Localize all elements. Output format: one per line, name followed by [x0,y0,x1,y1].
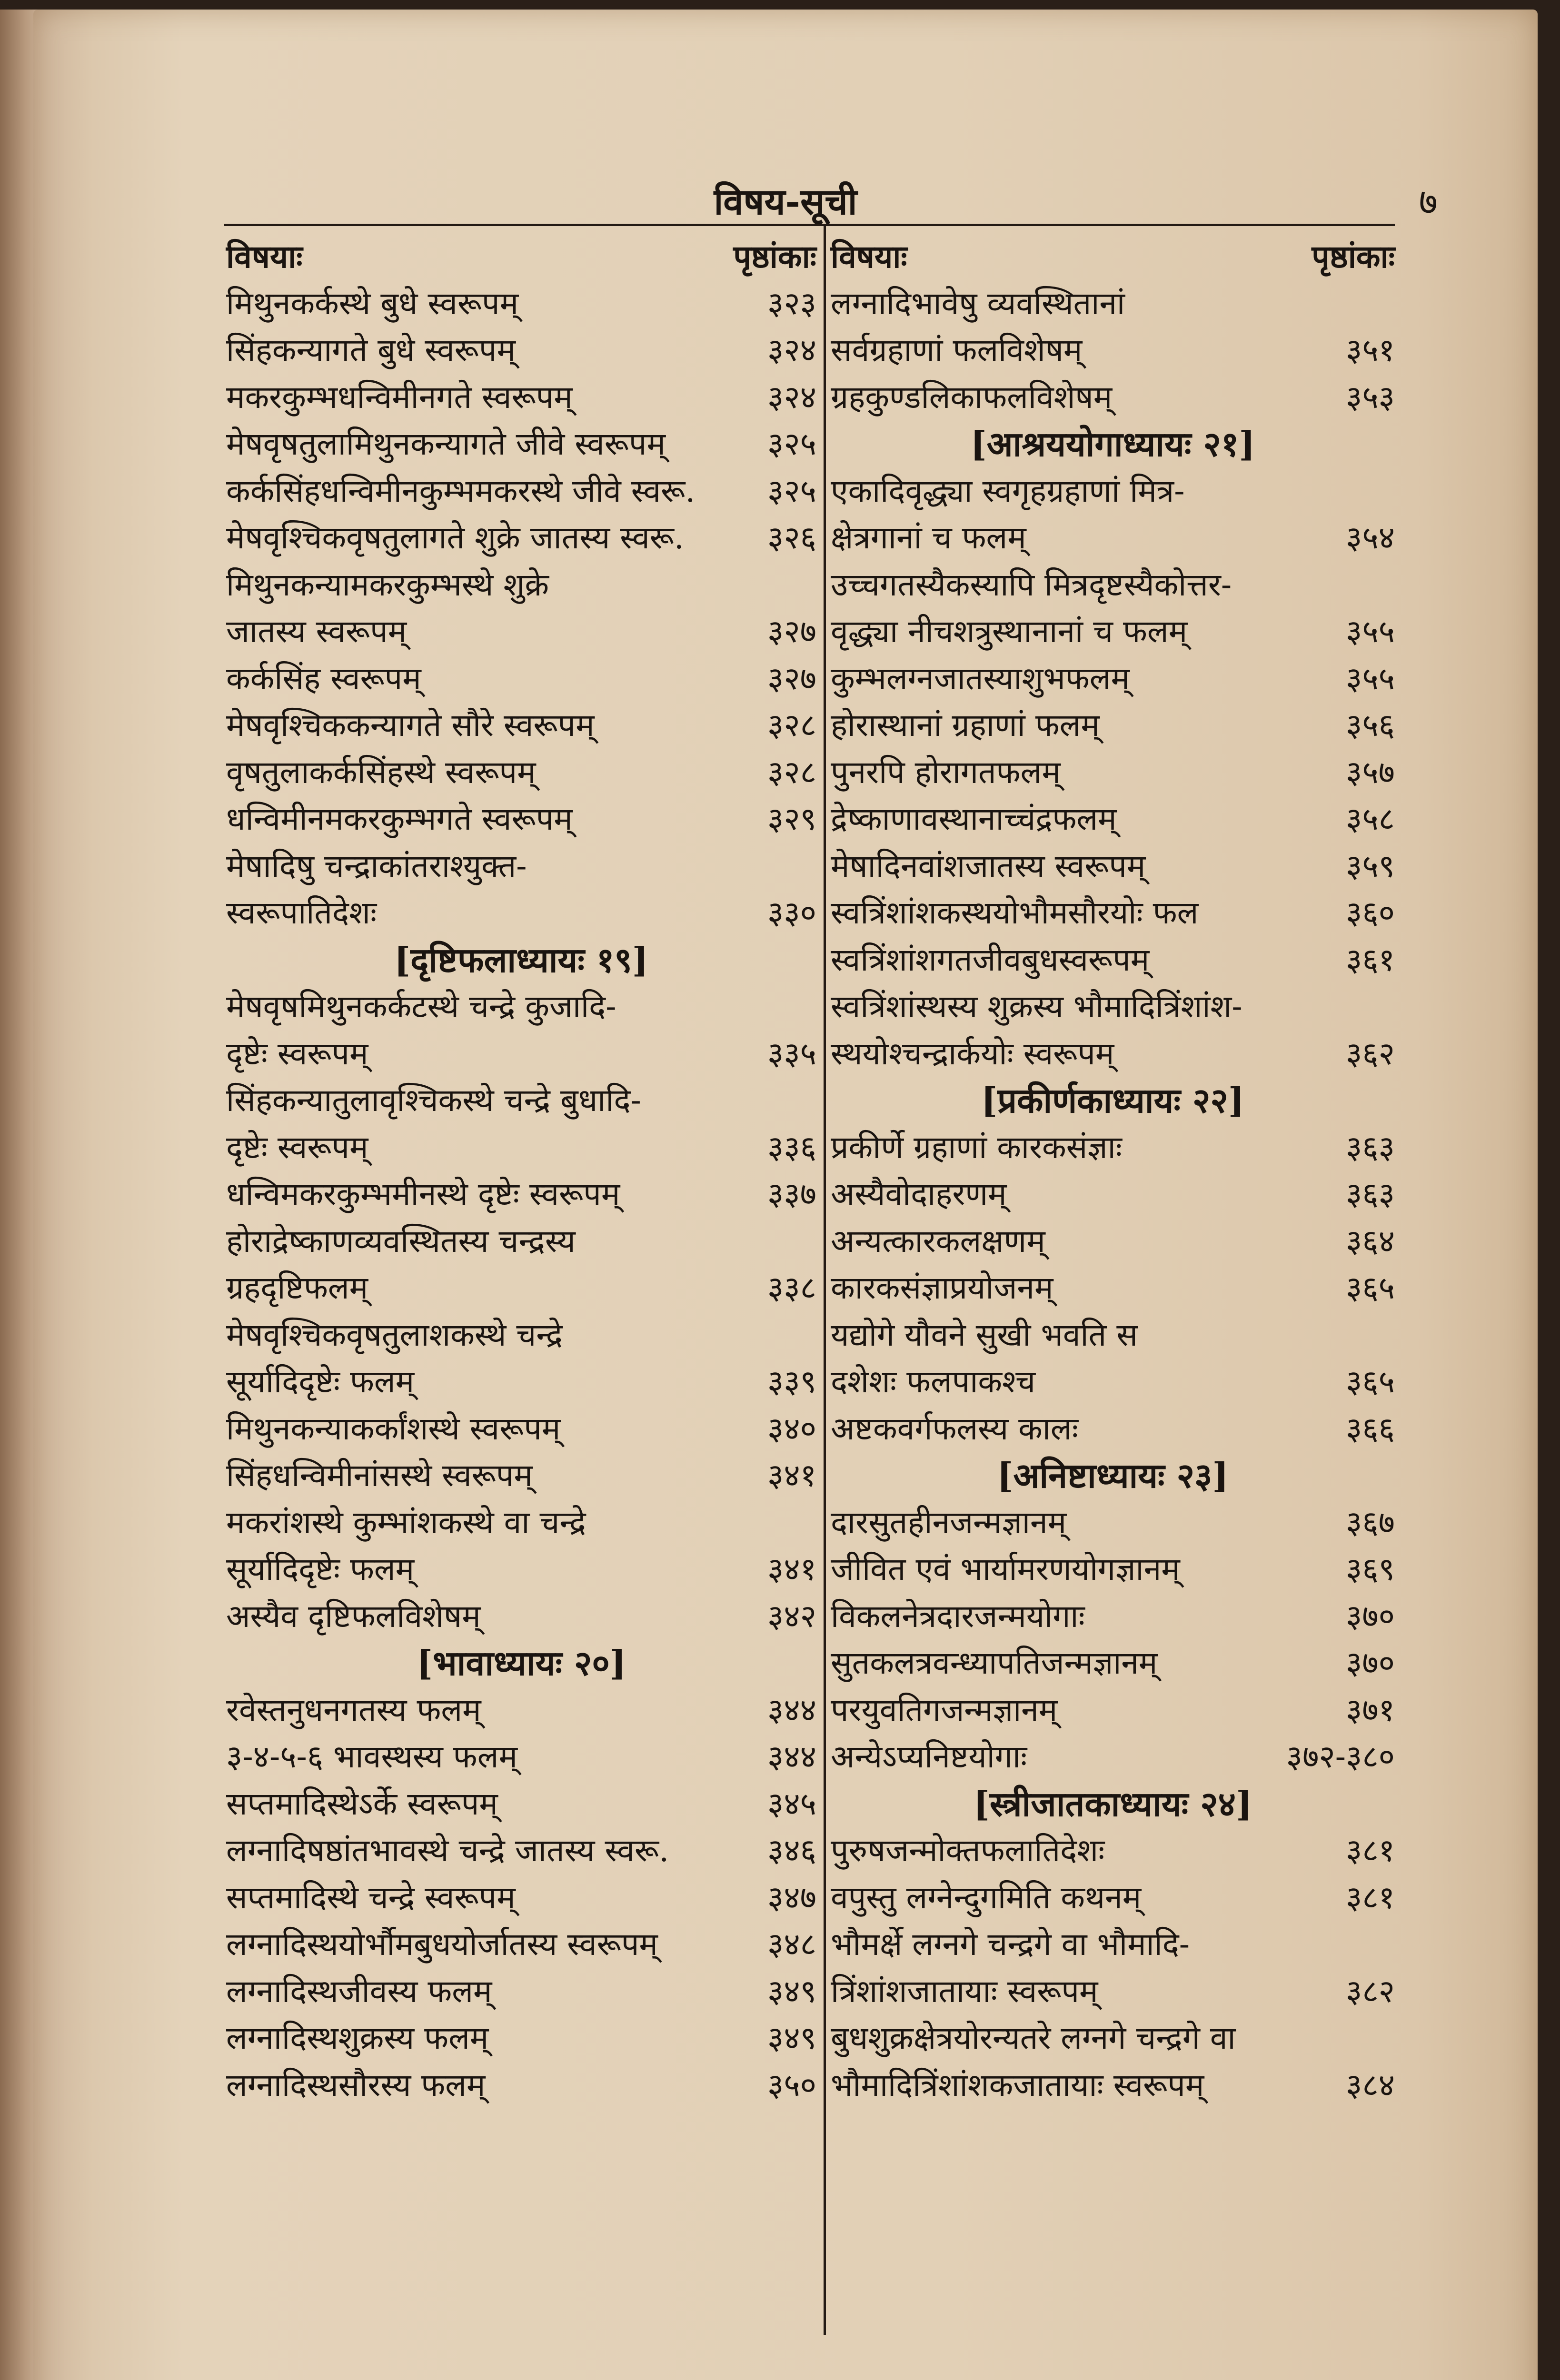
entry-title: सुतकलत्रवन्ध्यापतिजन्मज्ञानम् [831,1645,1158,1681]
entry-title: वृद्ध्या नीचशत्रुस्थानानां च फलम् [831,613,1188,650]
entry-title: कुम्भलग्नजातस्याशुभफलम् [831,660,1130,697]
toc-entry [226,1874,816,1922]
entry-title: मेषवृश्चिकवृषतुलागते शुक्रे जातस्य स्वरू. [226,519,684,556]
entry-title: बुधशुक्रक्षेत्रयोरन्यतरे लग्नगे चन्द्रगे वा [831,2020,1236,2056]
entry-title: कर्कसिंह स्वरूपम् [226,660,421,697]
entry-title: स्वत्रिंशांस्थस्य शुक्रस्य भौमादित्रिंशांश- [831,988,1242,1025]
entry-title: अन्येऽप्यनिष्टयोगाः [831,1738,1027,1775]
entry-title: ग्रहकुण्डलिकाफलविशेषम् [831,378,1113,416]
toc-entry [831,1640,1395,1687]
entry-title: अस्यैव दृष्टिफलविशेषम् [226,1597,481,1635]
entry-page-number: ३२८ [767,707,816,744]
toc-entry [226,421,816,468]
toc-entry [831,1546,1395,1593]
entry-title: मिथुनकर्कस्थे बुधे स्वरूपम् [226,285,519,322]
toc-entry [831,608,1395,655]
entry-page-number: ३६३ [1346,1176,1395,1212]
entry-title: दृष्टेः स्वरूपम् [226,1129,368,1166]
toc-entry [226,1265,816,1312]
page-header-label: पृष्ठांकाः [733,238,816,275]
entry-page-number: ३४५ [767,1785,816,1822]
toc-entry [831,1968,1395,2015]
entry-title: सप्तमादिस्थेऽर्के स्वरूपम् [226,1785,498,1822]
entry-title: मेषादिषु चन्द्राकांतराश्युक्त- [226,847,527,884]
entry-title: मेषवृषमिथुनकर्कटस्थे चन्द्रे कुजादि- [226,988,616,1025]
entry-page-number: ३४० [767,1410,816,1447]
toc-entry [831,1687,1395,1734]
toc-entry [831,2015,1395,2062]
entry-page-number: ३६४ [1346,1222,1395,1259]
entry-page-number: ३२४ [767,378,816,416]
entry-title: उच्चगतस्यैकस्यापि मित्रदृष्टस्यैकोत्तर- [831,566,1232,603]
entry-page-number: ३६५ [1346,1363,1395,1400]
entry-title: जीवित एवं भार्यामरणयोगज्ञानम् [831,1551,1180,1587]
entry-title: दशेशः फलपाकश्च [831,1363,1035,1400]
entry-page-number: ३४४ [767,1691,816,1728]
header-rule [224,224,1395,226]
entry-title: ३-४-५-६ भावस्थस्य फलम् [226,1738,517,1775]
entry-page-number: ३३६ [767,1129,816,1166]
subject-header: विषयाः [226,238,303,275]
entry-page-number: ३५५ [1346,613,1395,650]
entry-page-number: ३४६ [767,1832,816,1869]
toc-entry [226,1546,816,1593]
toc-entry [226,796,816,843]
entry-page-number: ३६१ [1346,941,1395,978]
toc-entry [226,983,816,1031]
toc-entry [226,515,816,562]
toc-entry [226,1077,816,1124]
entry-title: लग्नादिस्थशुक्रस्य फलम् [226,2020,489,2056]
toc-entry [226,890,816,937]
entry-title: कर्कसिंहधन्विमीनकुम्भमकरस्थे जीवे स्वरू. [226,472,696,509]
toc-entry [226,1827,816,1874]
entry-page-number: ३४९ [767,2020,816,2056]
toc-entry [831,2062,1395,2109]
toc-entry [831,1124,1395,1171]
entry-page-number: ३८१ [1346,1879,1395,1916]
entry-title: अन्यत्कारकलक्षणम् [831,1222,1045,1259]
entry-title: [प्रकीर्णकाध्यायः २२] [981,1080,1244,1121]
entry-page-number: ३४१ [767,1457,816,1494]
toc-entry [831,515,1395,562]
page-header [33,171,1538,224]
toc-entry [831,468,1395,515]
entry-title: [दृष्टिफलाध्यायः १९] [394,939,648,980]
entry-title: मिथुनकन्यामकरकुम्भस्थे शुक्रे [226,566,549,603]
toc-entry [226,1781,816,1828]
entry-title: [आश्रययोगाध्यायः २१] [970,424,1255,464]
toc-entry [831,1406,1395,1453]
toc-entry [226,1031,816,1078]
entry-title: ग्रहदृष्टिफलम् [226,1269,368,1306]
entry-page-number: ३३० [767,894,816,931]
entry-title: स्वत्रिंशांशगतजीवबुधस्वरूपम् [831,941,1150,978]
entry-title: लग्नादिषष्ठांतभावस्थे चन्द्रे जातस्य स्वरू. [226,1832,669,1869]
entry-page-number: ३२९ [767,801,816,837]
toc-entry [831,327,1395,374]
toc-entry [226,1171,816,1218]
entry-title: मिथुनकन्याकर्कांशस्थे स्वरूपम् [226,1410,561,1447]
entry-page-number: ३२८ [767,754,816,791]
toc-entry [831,1171,1395,1218]
toc-entry [831,796,1395,843]
toc-entry [226,655,816,703]
entry-title: क्षेत्रगानां च फलम् [831,519,1026,556]
toc-entry [831,374,1395,421]
entry-page-number: ३५७ [1346,754,1395,791]
entry-page-number: ३६७ [1346,1504,1395,1541]
entry-title: मेषादिनवांशजातस्य स्वरूपम् [831,847,1146,884]
entry-page-number: ३७० [1346,1597,1395,1635]
entry-page-number: ३६६ [1346,1410,1395,1447]
chapter-heading [831,421,1395,468]
column-header [226,233,816,280]
entry-title: लग्नादिस्थयोर्भौमबुधयोर्जातस्य स्वरूपम् [226,1926,658,1963]
toc-entry [831,1312,1395,1359]
toc-entry [831,1734,1395,1781]
chapter-heading [831,1781,1395,1828]
entry-page-number: ३३५ [767,1035,816,1072]
entry-page-number: ३४९ [767,1973,816,2010]
entry-title: स्वत्रिंशांशकस्थयोभौमसौरयोः फल [831,894,1199,931]
page-number: ७ [1419,180,1438,223]
entry-page-number: ३६५ [1346,1269,1395,1306]
entry-page-number: ३२५ [767,472,816,509]
entry-page-number: ३८१ [1346,1832,1395,1869]
entry-title: लग्नादिस्थजीवस्य फलम् [226,1973,492,2010]
entry-page-number: ३२७ [767,660,816,697]
toc-entry [226,1218,816,1265]
entry-title: धन्विमीनमकरकुम्भगते स्वरूपम् [226,801,573,837]
entry-title: मकरकुम्भधन्विमीनगते स्वरूपम् [226,378,573,416]
entry-title: रवेस्तनुधनगतस्य फलम् [226,1691,481,1728]
entry-title: [अनिष्टाध्यायः २३] [997,1455,1229,1496]
toc-entry [226,608,816,655]
entry-page-number: ३५६ [1346,707,1395,744]
toc-entry [831,1218,1395,1265]
toc-entry [831,749,1395,796]
chapter-heading [226,1640,816,1687]
subject-header: विषयाः [831,238,907,275]
toc-entry [831,1265,1395,1312]
entry-title: धन्विमकरकुम्भमीनस्थे दृष्टेः स्वरूपम् [226,1176,620,1212]
toc-entry [831,1359,1395,1406]
toc-entry [831,1874,1395,1922]
toc-entry [226,562,816,609]
toc-entry [226,374,816,421]
toc-entry [831,702,1395,749]
entry-page-number: ३६० [1346,894,1395,931]
toc-entry [226,1406,816,1453]
entry-page-number: ३२५ [767,426,816,462]
page-title: विषय-सूची [714,180,857,223]
entry-title: परयुवतिगजन्मज्ञानम् [831,1691,1058,1728]
entry-title: दृष्टेः स्वरूपम् [226,1035,368,1072]
entry-title: लग्नादिस्थसौरस्य फलम् [226,2066,486,2103]
toc-entry [226,2062,816,2109]
toc-entry [226,1687,816,1734]
entry-title: पुरुषजन्मोक्तफलातिदेशः [831,1832,1105,1869]
toc-entry [831,1499,1395,1547]
toc-entry [226,749,816,796]
entry-title: स्थयोश्चन्द्रार्कयोः स्वरूपम् [831,1035,1114,1072]
entry-page-number: ३३७ [767,1176,816,1212]
entry-title: यद्योगे यौवने सुखी भवति स [831,1316,1138,1353]
entry-title: मेषवृश्चिककन्यागते सौरे स्वरूपम् [226,707,595,744]
entry-page-number: ३८२ [1346,1973,1395,2010]
toc-entry [226,702,816,749]
entry-title: होराद्रेष्काणव्यवस्थितस्य चन्द्रस्य [226,1222,576,1259]
entry-title: सूर्यादिदृष्टेः फलम् [226,1363,415,1400]
entry-title: पुनरपि होरागतफलम् [831,754,1061,791]
entry-title: वृषतुलाकर्कसिंहस्थे स्वरूपम् [226,754,536,791]
entry-page-number: ३८४ [1346,2066,1395,2103]
toc-entry [831,843,1395,890]
toc-entry [831,1593,1395,1640]
toc-entry [831,1827,1395,1874]
toc-entry [226,1359,816,1406]
entry-page-number: ३५९ [1346,847,1395,884]
entry-title: सिंहकन्यातुलावृश्चिकस्थे चन्द्रे बुधादि- [226,1082,641,1119]
toc-entry [226,1593,816,1640]
entry-title: अस्यैवोदाहरणम् [831,1176,1007,1212]
entry-page-number: ३५८ [1346,801,1395,837]
toc-entry [831,1031,1395,1078]
entry-page-number: ३७१ [1346,1691,1395,1728]
toc-entry [226,1499,816,1547]
entry-page-number: ३३८ [767,1269,816,1306]
entry-page-number: ३७० [1346,1645,1395,1681]
entry-title: प्रकीर्णे ग्रहाणां कारकसंज्ञाः [831,1129,1123,1166]
entry-title: मेषवृश्चिकवृषतुलाशकस्थे चन्द्रे [226,1316,563,1353]
contents-column-left [226,233,816,2109]
entry-page-number: ३२४ [767,332,816,368]
chapter-heading [831,1452,1395,1499]
entry-title: सर्वग्रहाणां फलविशेषम् [831,332,1083,368]
entry-page-number: ३५५ [1346,660,1395,697]
entry-title: लग्नादिभावेषु व्यवस्थितानां [831,285,1125,322]
entry-page-number: ३५४ [1346,519,1395,556]
toc-entry [226,1921,816,1968]
entry-title: भौमर्क्षे लग्नगे चन्द्रगे वा भौमादि- [831,1926,1190,1963]
entry-page-number: ३५१ [1346,332,1395,368]
toc-entry [226,327,816,374]
toc-entry [226,843,816,890]
entry-title: वपुस्तु लग्नेन्दुगमिति कथनम् [831,1879,1142,1916]
entry-page-number: ३४२ [767,1597,816,1635]
toc-entry [226,1734,816,1781]
entry-page-number: ३५३ [1346,378,1395,416]
entry-page-number: ३६३ [1346,1129,1395,1166]
page-header-label: पृष्ठांकाः [1312,238,1395,275]
entry-page-number: ३७२-३८० [1286,1738,1395,1775]
entry-title: स्वरूपातिदेशः [226,894,377,931]
toc-entry [226,1452,816,1499]
entry-title: कारकसंज्ञाप्रयोजनम् [831,1269,1053,1306]
toc-entry [831,890,1395,937]
entry-title: सिंहधन्विमीनांसस्थे स्वरूपम् [226,1457,533,1494]
entry-page-number: ३२३ [767,285,816,322]
entry-page-number: ३३९ [767,1363,816,1400]
toc-entry [831,983,1395,1031]
column-header [831,233,1395,280]
toc-entry [226,1312,816,1359]
toc-entry [831,655,1395,703]
chapter-heading [831,1077,1395,1124]
entry-page-number: ३४८ [767,1926,816,1963]
entry-title: जातस्य स्वरूपम् [226,613,407,650]
toc-entry [226,1124,816,1171]
entry-title: सिंहकन्यागते बुधे स्वरूपम् [226,332,516,368]
chapter-heading [226,937,816,984]
entry-title: भौमादित्रिंशांशकजातायाः स्वरूपम् [831,2066,1204,2103]
entry-title: [स्त्रीजातकाध्यायः २४] [973,1783,1252,1824]
entry-title: एकादिवृद्ध्या स्वगृहग्रहाणां मित्र- [831,472,1185,509]
entry-page-number: ३६२ [1346,1035,1395,1072]
entry-page-number: ३२७ [767,613,816,650]
entry-title: सूर्यादिदृष्टेः फलम् [226,1551,415,1587]
toc-entry [831,937,1395,984]
toc-entry [831,280,1395,327]
entry-page-number: ३४१ [767,1551,816,1587]
toc-entry [226,2015,816,2062]
entry-page-number: ३२६ [767,519,816,556]
entry-title: मकरांशस्थे कुम्भांशकस्थे वा चन्द्रे [226,1504,586,1541]
toc-entry [226,280,816,327]
entry-title: मेषवृषतुलामिथुनकन्यागते जीवे स्वरूपम् [226,426,666,462]
entry-title: होरास्थानां ग्रहाणां फलम् [831,707,1100,744]
entry-page-number: ३५० [767,2066,816,2103]
entry-title: [भावाध्यायः २०] [417,1643,626,1683]
toc-entry [226,468,816,515]
entry-title: सप्तमादिस्थे चन्द्रे स्वरूपम् [226,1879,516,1916]
column-divider [824,226,826,2335]
book-page [33,10,1538,2380]
toc-entry [226,1968,816,2015]
contents-column-right [831,233,1395,2109]
entry-page-number: ३६९ [1346,1551,1395,1587]
toc-entry [831,562,1395,609]
entry-title: विकलनेत्रदारजन्मयोगाः [831,1597,1085,1635]
entry-title: त्रिंशांशजातायाः स्वरूपम् [831,1973,1098,2010]
entry-title: द्रेष्काणावस्थानाच्चंद्रफलम् [831,801,1117,837]
entry-page-number: ३४४ [767,1738,816,1775]
entry-title: दारसुतहीनजन्मज्ञानम् [831,1504,1067,1541]
toc-entry [831,1921,1395,1968]
entry-title: अष्टकवर्गफलस्य कालः [831,1410,1078,1447]
entry-page-number: ३४७ [767,1879,816,1916]
